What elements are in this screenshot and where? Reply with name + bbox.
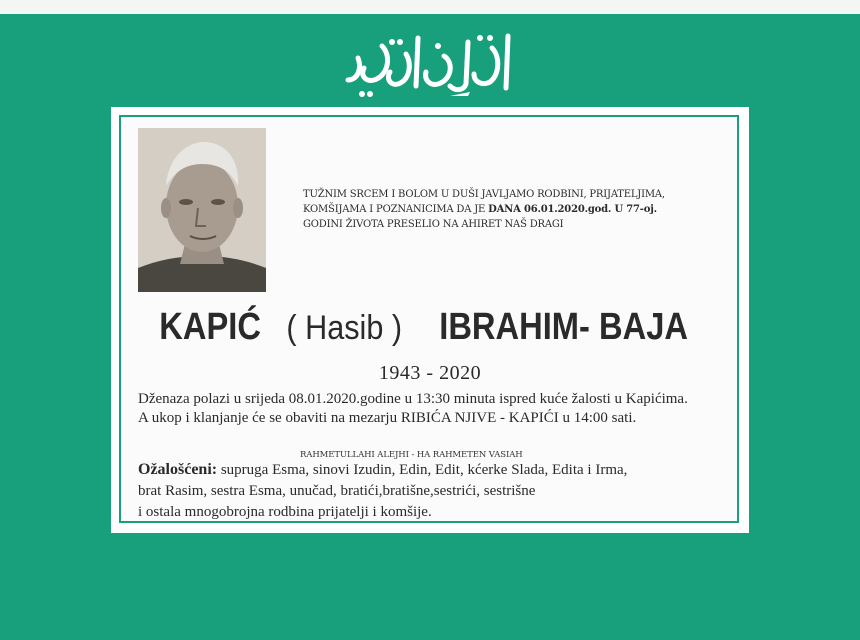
- mourners-list: [138, 459, 738, 523]
- intro-line-3: GODINI ŽIVOTA PRESELIO NA AHIRET NAŠ DRAGI: [303, 219, 564, 230]
- funeral-line-2: A ukop i klanjanje će se obaviti na mezarju RIBIĆA NJIVE - KAPIĆI u 14:00 sati.: [138, 410, 637, 426]
- father-name-text: ( Hasib ): [286, 309, 403, 347]
- mourners-line-3: i ostala mnogobrojna rodbina prijatelji i komšije.: [138, 504, 432, 520]
- prayer-text: RAHMETULLAHI ALEJHI - HA RAHMETEN VASIAH: [300, 450, 523, 460]
- funeral-line-1: Dženaza polazi u srijeda 08.01.2020.godine u 13:30 minuta ispred kuće žalosti u Kapićima.: [138, 391, 688, 407]
- intro-line-2-text: KOMŠIJAMA I POZNANICIMA DA JE: [303, 204, 486, 215]
- mourners-line-2: brat Rasim, sestra Esma, unučad, bratići,bratišne,sestrići, sestrišne: [138, 483, 536, 499]
- intro-line-1: TUŽNIM SRCEM I BOLOM U DUŠI JAVLJAMO RODBINI, PRIJATELJIMA,: [303, 189, 665, 200]
- deceased-name: [120, 300, 740, 354]
- surname-text: KAPIĆ: [159, 306, 262, 348]
- intro-line-2: [303, 202, 723, 217]
- death-date-text: DANA 06.01.2020.god. U 77-oj.: [488, 204, 657, 215]
- mourners-line-1-text: supruga Esma, sinovi Izudin, Edin, Edit, kćerke Slada, Edita i Irma,: [217, 462, 628, 478]
- life-years: 1943 - 2020: [378, 362, 482, 384]
- deceased-portrait-photo: [138, 128, 266, 292]
- mourners-label: Ožalošćeni:: [138, 461, 218, 478]
- announcement-intro: [303, 187, 723, 232]
- funeral-details: [138, 390, 738, 428]
- mourners-line-1: [138, 459, 738, 481]
- given-name-text: IBRAHIM- BAJA: [439, 306, 689, 348]
- arabic-calligraphy-icon: [340, 26, 520, 104]
